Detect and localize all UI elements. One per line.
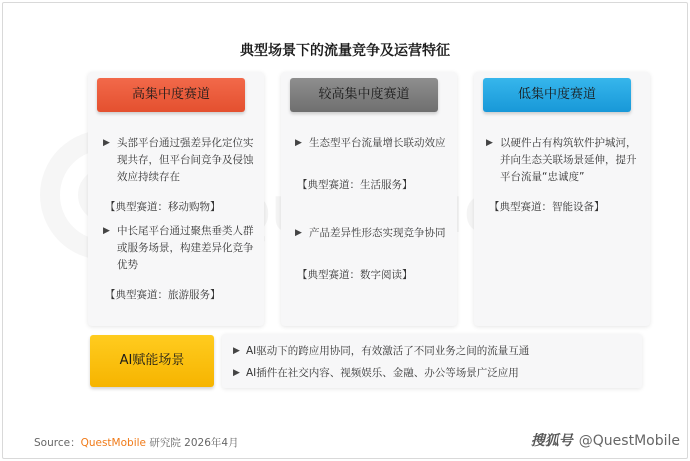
- triangle-right-icon: ▶: [233, 368, 240, 378]
- typical-track-label: 【典型赛道：数字阅读】: [297, 269, 413, 281]
- publisher-credit: [531, 430, 680, 450]
- triangle-right-icon: ▶: [103, 226, 110, 236]
- category-label-mid-high: 较高集中度赛道: [290, 78, 438, 112]
- typical-track-label: 【典型赛道：生活服务】: [297, 179, 413, 191]
- triangle-right-icon: ▶: [295, 138, 302, 148]
- item-text: 产品差异性形态实现竞争协同: [309, 227, 446, 239]
- ai-scenario-label: AI赋能场景: [90, 335, 214, 387]
- publisher-logo: 搜狐号: [530, 433, 573, 449]
- ai-item-text: AI驱动下的跨应用协同，有效激活了不同业务之间的流量互通: [246, 345, 530, 357]
- list-item: [295, 135, 449, 152]
- source-prefix: Source：: [34, 437, 81, 449]
- item-text: 中长尾平台通过聚焦垂类人群或服务场景，构建差异化竞争优势: [117, 225, 254, 271]
- typical-track-label: 【典型赛道：移动购物】: [105, 201, 221, 213]
- typical-track-label: 【典型赛道：旅游服务】: [105, 289, 221, 301]
- item-text: 生态型平台流量增长联动效应: [309, 137, 446, 149]
- list-item: [486, 135, 640, 186]
- source-note: [34, 435, 239, 450]
- triangle-right-icon: ▶: [233, 346, 240, 356]
- ai-list-item: [233, 366, 519, 381]
- triangle-right-icon: ▶: [486, 138, 493, 148]
- source-suffix: 研究院 2026年4月: [146, 437, 239, 449]
- list-item: [103, 135, 257, 186]
- triangle-right-icon: ▶: [295, 228, 302, 238]
- ai-list-item: [233, 344, 530, 359]
- item-text: 头部平台通过强差异化定位实现共存，但平台间竞争及侵蚀效应持续存在: [117, 137, 254, 183]
- category-label-low: 低集中度赛道: [483, 78, 631, 112]
- item-text: 以硬件占有构筑软件护城河，并向生态关联场景延伸，提升平台流量“忠诚度”: [500, 137, 637, 183]
- triangle-right-icon: ▶: [103, 138, 110, 148]
- page-title: 典型场景下的流量竞争及运营特征: [240, 43, 450, 59]
- list-item: [103, 223, 257, 274]
- source-brand: QuestMobile: [80, 437, 146, 449]
- ai-item-text: AI插件在社交内容、视频娱乐、金融、办公等场景广泛应用: [246, 367, 519, 379]
- category-label-high: 高集中度赛道: [97, 78, 245, 112]
- list-item: [295, 225, 449, 242]
- typical-track-label: 【典型赛道：智能设备】: [489, 201, 605, 213]
- publisher-handle: @QuestMobile: [578, 433, 680, 449]
